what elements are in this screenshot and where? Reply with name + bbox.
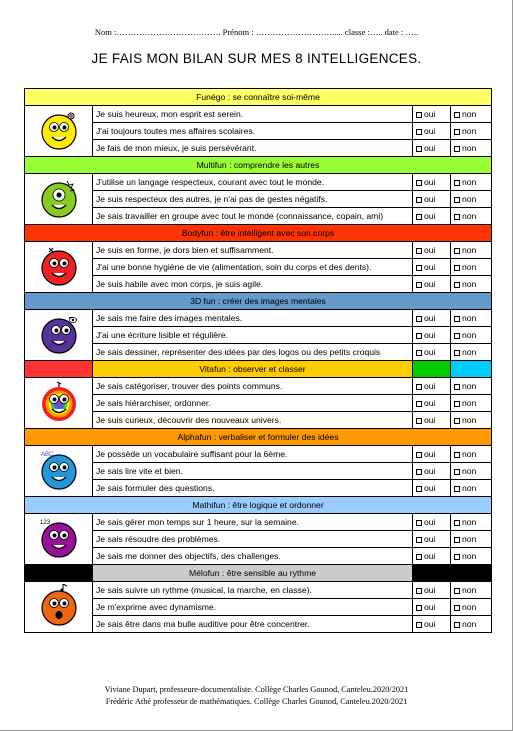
statement-text: Je suis curieux, découvrir des nouveaux univers. <box>93 412 413 429</box>
non-label: non <box>462 143 477 153</box>
oui-label: oui <box>424 126 436 136</box>
checkbox-box[interactable] <box>454 248 460 254</box>
statement-row <box>25 446 492 463</box>
oui-checkbox[interactable] <box>413 140 451 157</box>
oui-checkbox[interactable] <box>413 174 451 191</box>
checkbox-box[interactable] <box>454 401 460 407</box>
statement-row <box>25 276 492 293</box>
checkbox-box[interactable] <box>454 112 460 118</box>
non-label: non <box>462 534 477 544</box>
non-checkbox[interactable] <box>451 327 492 344</box>
oui-label: oui <box>424 381 436 391</box>
checkbox-box[interactable] <box>454 520 460 526</box>
oui-label: oui <box>424 449 436 459</box>
checkbox-box[interactable] <box>416 282 422 288</box>
oui-label: oui <box>424 109 436 119</box>
oui-checkbox[interactable] <box>413 344 451 361</box>
oui-label: oui <box>424 330 436 340</box>
category-row <box>25 89 492 106</box>
checkbox-box[interactable] <box>416 350 422 356</box>
yellow-monster-icon <box>25 106 93 157</box>
non-checkbox[interactable] <box>451 191 492 208</box>
checkbox-box[interactable] <box>454 282 460 288</box>
oui-label: oui <box>424 177 436 187</box>
checkbox-box[interactable] <box>454 146 460 152</box>
oui-checkbox[interactable] <box>413 463 451 480</box>
oui-checkbox[interactable] <box>413 616 451 633</box>
checkbox-box[interactable] <box>454 537 460 543</box>
statement-text: J'utilise un langage respecteux, courant avec tout le monde. <box>93 174 413 191</box>
statement-text: Je sais résoudre des problèmes. <box>93 531 413 548</box>
category-color-cell <box>451 361 492 378</box>
non-checkbox[interactable] <box>451 242 492 259</box>
oui-checkbox[interactable] <box>413 106 451 123</box>
non-label: non <box>462 449 477 459</box>
category-title: Alphafun : verbaliser et formuler des idées <box>25 429 492 446</box>
category-row <box>25 497 492 514</box>
checkbox-box[interactable] <box>454 265 460 271</box>
oui-label: oui <box>424 211 436 221</box>
checkbox-box[interactable] <box>416 418 422 424</box>
non-label: non <box>462 211 477 221</box>
oui-checkbox[interactable] <box>413 599 451 616</box>
statement-text: J'ai une écriture lisible et régulière. <box>93 327 413 344</box>
oui-checkbox[interactable] <box>413 242 451 259</box>
oui-checkbox[interactable] <box>413 412 451 429</box>
checkbox-box[interactable] <box>454 350 460 356</box>
checkbox-box[interactable] <box>416 265 422 271</box>
oui-checkbox[interactable] <box>413 208 451 225</box>
checkbox-box[interactable] <box>416 401 422 407</box>
non-label: non <box>462 602 477 612</box>
blue-monster-icon <box>25 446 93 497</box>
magenta-monster-icon <box>25 514 93 565</box>
non-checkbox[interactable] <box>451 208 492 225</box>
checkbox-box[interactable] <box>416 214 422 220</box>
checkbox-box[interactable] <box>416 605 422 611</box>
statement-row <box>25 327 492 344</box>
checkbox-box[interactable] <box>416 248 422 254</box>
oui-label: oui <box>424 551 436 561</box>
statement-text: Je sais gérer mon temps sur 1 heure, sur la semaine. <box>93 514 413 531</box>
checkbox-box[interactable] <box>454 197 460 203</box>
category-row <box>25 225 492 242</box>
statement-text: J'ai toujours toutes mes affaires scolaires. <box>93 123 413 140</box>
checkbox-box[interactable] <box>416 588 422 594</box>
category-title: Bodyfun : être intelligent avec son corps <box>25 225 492 242</box>
category-color-cell <box>413 361 451 378</box>
non-checkbox[interactable] <box>451 463 492 480</box>
statement-text: Je sais travailler en groupe avec tout le monde (connaissance, copain, ami) <box>93 208 413 225</box>
non-checkbox[interactable] <box>451 378 492 395</box>
statement-row <box>25 463 492 480</box>
non-label: non <box>462 483 477 493</box>
oui-label: oui <box>424 313 436 323</box>
non-checkbox[interactable] <box>451 259 492 276</box>
checkbox-box[interactable] <box>454 384 460 390</box>
oui-label: oui <box>424 279 436 289</box>
category-color-cell <box>25 565 93 582</box>
non-checkbox[interactable] <box>451 123 492 140</box>
statement-text: Je sais être dans ma bulle auditive pour être concentrer. <box>93 616 413 633</box>
non-label: non <box>462 585 477 595</box>
checkbox-box[interactable] <box>454 605 460 611</box>
category-row <box>25 293 492 310</box>
bilan-table <box>24 88 492 633</box>
statement-text: Je fais de mon mieux, je suis persévérant. <box>93 140 413 157</box>
page-title: JE FAIS MON BILAN SUR MES 8 INTELLIGENCES. <box>91 51 422 66</box>
non-checkbox[interactable] <box>451 140 492 157</box>
checkbox-box[interactable] <box>416 520 422 526</box>
oui-checkbox[interactable] <box>413 480 451 497</box>
category-color-cell <box>413 565 451 582</box>
oui-label: oui <box>424 398 436 408</box>
statement-row <box>25 140 492 157</box>
category-color-cell <box>25 361 93 378</box>
oui-label: oui <box>424 415 436 425</box>
statement-text: Je sais lire vite et bien. <box>93 463 413 480</box>
statement-row <box>25 480 492 497</box>
non-checkbox[interactable] <box>451 548 492 565</box>
oui-label: oui <box>424 194 436 204</box>
non-checkbox[interactable] <box>451 344 492 361</box>
oui-label: oui <box>424 602 436 612</box>
green-monster-icon <box>25 174 93 225</box>
statement-text: Je sais me donner des objectifs, des challenges. <box>93 548 413 565</box>
oui-checkbox[interactable] <box>413 446 451 463</box>
oui-checkbox[interactable] <box>413 378 451 395</box>
category-title: Multifun : comprendre les autres <box>25 157 492 174</box>
oui-label: oui <box>424 245 436 255</box>
non-label: non <box>462 177 477 187</box>
checkbox-box[interactable] <box>454 469 460 475</box>
oui-label: oui <box>424 585 436 595</box>
category-row <box>25 361 492 378</box>
oui-checkbox[interactable] <box>413 548 451 565</box>
statement-text: Je m'exprime avec dynamisme. <box>93 599 413 616</box>
statement-text: Je sais hiérarchiser, ordonner. <box>93 395 413 412</box>
non-label: non <box>462 262 477 272</box>
checkbox-box[interactable] <box>416 112 422 118</box>
checkbox-box[interactable] <box>416 129 422 135</box>
statement-text: Je possède un vocabulaire suffisant pour la 6ème. <box>93 446 413 463</box>
checkbox-box[interactable] <box>454 316 460 322</box>
non-checkbox[interactable] <box>451 531 492 548</box>
footer-credit-2: Frédéric Athé professeur de mathématiques. Collège Charles Gounod, Canteleu.2020/2021 <box>105 697 408 706</box>
statement-text: Je sais me faire des images mentales. <box>93 310 413 327</box>
statement-text: Je suis habile avec mon corps, je suis agile. <box>93 276 413 293</box>
statement-row <box>25 259 492 276</box>
non-checkbox[interactable] <box>451 174 492 191</box>
non-label: non <box>462 619 477 629</box>
checkbox-box[interactable] <box>454 180 460 186</box>
statement-text: Je sais suivre un rythme (musical, la marche, en classe). <box>93 582 413 599</box>
statement-row <box>25 514 492 531</box>
checkbox-box[interactable] <box>416 537 422 543</box>
checkbox-box[interactable] <box>416 180 422 186</box>
checkbox-box[interactable] <box>416 554 422 560</box>
non-label: non <box>462 245 477 255</box>
oui-checkbox[interactable] <box>413 276 451 293</box>
oui-checkbox[interactable] <box>413 327 451 344</box>
category-title: 3D fun : créer des images mentales <box>25 293 492 310</box>
non-checkbox[interactable] <box>451 412 492 429</box>
category-title: Funégo : se connaître soi-même <box>25 89 492 106</box>
statement-text: Je sais catégoriser, trouver des points communs. <box>93 378 413 395</box>
footer-credit-1: Viviane Dupart, professeure-documentaliste. Collège Charles Gounod, Canteleu.2020/2021 <box>104 685 409 694</box>
orange-monster-icon <box>25 582 93 633</box>
checkbox-box[interactable] <box>454 418 460 424</box>
statement-text: Je sais dessiner, représenter des idées par des logos ou des petits croquis <box>93 344 413 361</box>
statement-row <box>25 191 492 208</box>
statement-row <box>25 242 492 259</box>
statement-text: Je sais formuler des questions. <box>93 480 413 497</box>
non-label: non <box>462 347 477 357</box>
non-checkbox[interactable] <box>451 395 492 412</box>
oui-label: oui <box>424 466 436 476</box>
checkbox-box[interactable] <box>416 316 422 322</box>
checkbox-box[interactable] <box>454 622 460 628</box>
oui-label: oui <box>424 517 436 527</box>
checkbox-box[interactable] <box>454 333 460 339</box>
category-row <box>25 429 492 446</box>
oui-label: oui <box>424 262 436 272</box>
oui-checkbox[interactable] <box>413 531 451 548</box>
statement-row <box>25 310 492 327</box>
statement-text: Je suis heureux, mon esprit est serein. <box>93 106 413 123</box>
oui-checkbox[interactable] <box>413 123 451 140</box>
oui-checkbox[interactable] <box>413 582 451 599</box>
statement-row <box>25 616 492 633</box>
non-label: non <box>462 398 477 408</box>
non-label: non <box>462 194 477 204</box>
non-checkbox[interactable] <box>451 106 492 123</box>
non-checkbox[interactable] <box>451 480 492 497</box>
statement-row <box>25 599 492 616</box>
oui-checkbox[interactable] <box>413 259 451 276</box>
checkbox-box[interactable] <box>416 452 422 458</box>
abc-label: ABC <box>40 452 53 458</box>
student-info-line: Nom :………………………………. Prénom : ………………………..... classe :….. date : ….. <box>94 27 419 37</box>
num-label: 123 <box>39 520 50 526</box>
non-checkbox[interactable] <box>451 310 492 327</box>
non-label: non <box>462 551 477 561</box>
non-label: non <box>462 330 477 340</box>
category-title: Vitafun : observer et classer <box>93 361 413 378</box>
statement-text: Je suis en forme, je dors bien et suffisamment. <box>93 242 413 259</box>
oui-checkbox[interactable] <box>413 191 451 208</box>
statement-row <box>25 208 492 225</box>
oui-label: oui <box>424 483 436 493</box>
category-title: Mélofun : être sensible au rythme <box>93 565 413 582</box>
statement-row <box>25 531 492 548</box>
checkbox-box[interactable] <box>416 486 422 492</box>
checkbox-box[interactable] <box>454 486 460 492</box>
oui-label: oui <box>424 347 436 357</box>
non-label: non <box>462 466 477 476</box>
checkbox-box[interactable] <box>454 588 460 594</box>
non-label: non <box>462 126 477 136</box>
category-color-cell <box>451 565 492 582</box>
category-row <box>25 157 492 174</box>
oui-checkbox[interactable] <box>413 310 451 327</box>
non-label: non <box>462 381 477 391</box>
checkbox-box[interactable] <box>416 146 422 152</box>
category-title: Mathifun : être logique et ordonner <box>25 497 492 514</box>
checkbox-box[interactable] <box>454 129 460 135</box>
statement-row <box>25 344 492 361</box>
non-checkbox[interactable] <box>451 276 492 293</box>
non-checkbox[interactable] <box>451 599 492 616</box>
non-checkbox[interactable] <box>451 582 492 599</box>
non-label: non <box>462 313 477 323</box>
statement-text: J'ai une bonne hygiène de vie (alimentation, soin du corps et des dents). <box>93 259 413 276</box>
non-label: non <box>462 279 477 289</box>
checkbox-box[interactable] <box>454 452 460 458</box>
checkbox-box[interactable] <box>416 384 422 390</box>
checkbox-box[interactable] <box>454 214 460 220</box>
statement-row <box>25 582 492 599</box>
non-checkbox[interactable] <box>451 446 492 463</box>
rainbow-monster-icon <box>25 378 93 429</box>
statement-row <box>25 395 492 412</box>
checkbox-box[interactable] <box>416 622 422 628</box>
checkbox-box[interactable] <box>416 469 422 475</box>
non-checkbox[interactable] <box>451 514 492 531</box>
oui-label: oui <box>424 619 436 629</box>
non-label: non <box>462 517 477 527</box>
statement-row <box>25 378 492 395</box>
statement-row <box>25 106 492 123</box>
statement-row <box>25 548 492 565</box>
checkbox-box[interactable] <box>416 333 422 339</box>
category-row <box>25 565 492 582</box>
checkbox-box[interactable] <box>454 554 460 560</box>
statement-text: Je suis respecteux des autres, je n'ai pas de gestes négatifs. <box>93 191 413 208</box>
oui-checkbox[interactable] <box>413 514 451 531</box>
purple-monster-icon <box>25 310 93 361</box>
non-label: non <box>462 415 477 425</box>
non-checkbox[interactable] <box>451 616 492 633</box>
oui-label: oui <box>424 534 436 544</box>
checkbox-box[interactable] <box>416 197 422 203</box>
statement-row <box>25 412 492 429</box>
oui-label: oui <box>424 143 436 153</box>
red-monster-icon <box>25 242 93 293</box>
non-label: non <box>462 109 477 119</box>
oui-checkbox[interactable] <box>413 395 451 412</box>
statement-row <box>25 123 492 140</box>
statement-row <box>25 174 492 191</box>
